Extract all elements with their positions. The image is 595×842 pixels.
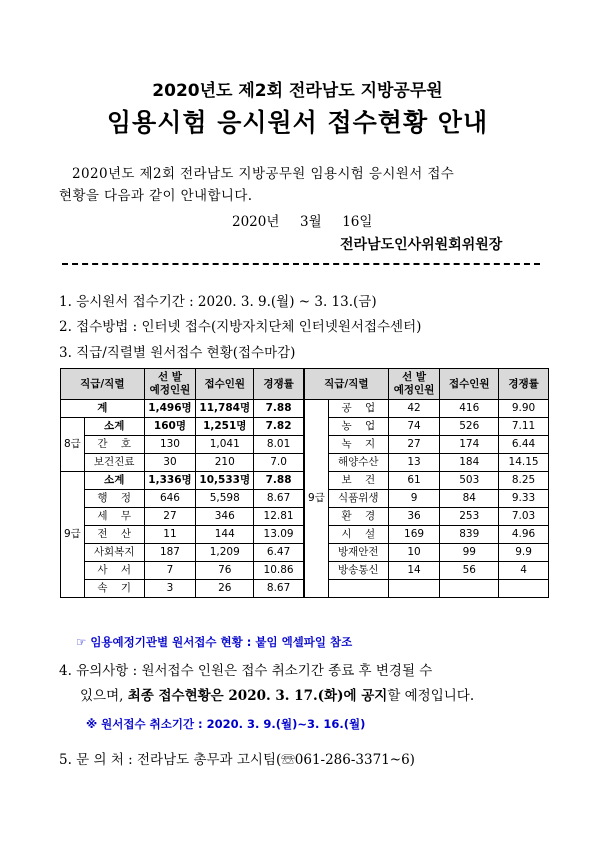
row-name: 식품위생 — [328, 490, 388, 508]
row-applicants: 526 — [440, 418, 499, 436]
row-applicants: 839 — [440, 526, 499, 544]
row-applicants: 84 — [440, 490, 499, 508]
item-caution-line-1: 4. 유의사항 : 원서접수 인원은 접수 취소기간 종료 후 변경될 수 — [59, 663, 433, 679]
table-row — [61, 508, 304, 526]
cancel-period-note: ※ 원서접수 취소기간 : 2020. 3. 9.(월)~3. 16.(월) — [86, 717, 366, 731]
signer: 전라남도인사위원회위원장 — [340, 237, 503, 253]
table-row — [305, 400, 549, 418]
row-name: 공 업 — [328, 400, 388, 418]
row-ratio: 8.01 — [254, 436, 304, 454]
item-caution-line-2 — [80, 684, 474, 704]
row-applicants: 1,209 — [196, 544, 254, 562]
row-applicants: 76 — [196, 562, 254, 580]
row-name: 해양수산 — [328, 454, 388, 472]
row-name: 전 산 — [84, 526, 144, 544]
table-row — [61, 418, 304, 436]
total-applicants: 11,784명 — [196, 400, 254, 418]
row-name: 방재안전 — [328, 544, 388, 562]
row-ratio: 8.67 — [254, 580, 304, 598]
item-contact: 5. 문 의 처 : 전라남도 총무과 고시팀(☏061-286-3371~6) — [59, 752, 415, 768]
row-ratio: 9.90 — [499, 400, 549, 418]
header-planned: 선 발 예정인원 — [144, 369, 196, 400]
grade9-label: 9급 — [61, 472, 85, 598]
row-planned: 13 — [388, 454, 440, 472]
row-ratio: 9.33 — [499, 490, 549, 508]
row-ratio: 8.25 — [499, 472, 549, 490]
row-ratio: 7.03 — [499, 508, 549, 526]
row-planned: 14 — [388, 562, 440, 580]
table-row — [61, 490, 304, 508]
section-divider — [62, 263, 540, 265]
table-row — [305, 544, 549, 562]
reference-note: ☞ 임용예정기관별 원서접수 현황 : 붙임 엑셀파일 참조 — [76, 635, 353, 649]
table-row — [61, 544, 304, 562]
grade9-label: 9급 — [305, 400, 329, 598]
row-applicants: 416 — [440, 400, 499, 418]
empty-cell — [499, 580, 549, 598]
title-line-1: 2020년도 제2회 전라남도 지방공무원 — [152, 81, 443, 101]
row-planned: 9 — [388, 490, 440, 508]
row-name: 보건진료 — [84, 454, 144, 472]
row-applicants: 10,533명 — [196, 472, 254, 490]
row-ratio: 8.67 — [254, 490, 304, 508]
title-line-2: 임용시험 응시원서 접수현황 안내 — [106, 108, 489, 137]
row-planned: 130 — [144, 436, 196, 454]
row-name: 환 경 — [328, 508, 388, 526]
row-ratio: 4.96 — [499, 526, 549, 544]
table-row — [61, 526, 304, 544]
row-planned: 42 — [388, 400, 440, 418]
row-applicants: 56 — [440, 562, 499, 580]
table-row-total — [61, 400, 304, 418]
row-ratio: 10.86 — [254, 562, 304, 580]
row-name: 세 무 — [84, 508, 144, 526]
item-status-heading: 3. 직급/직렬별 원서접수 현황(접수마감) — [59, 345, 296, 361]
row-planned: 1,336명 — [144, 472, 196, 490]
header-ratio: 경쟁률 — [254, 369, 304, 400]
row-applicants: 26 — [196, 580, 254, 598]
table-header-row — [305, 369, 549, 400]
row-ratio: 6.47 — [254, 544, 304, 562]
row-ratio: 14.15 — [499, 454, 549, 472]
row-name: 소계 — [84, 472, 144, 490]
table-row — [305, 562, 549, 580]
table-row — [61, 472, 304, 490]
table-row — [305, 526, 549, 544]
row-ratio: 7.88 — [254, 472, 304, 490]
row-ratio: 7.11 — [499, 418, 549, 436]
empty-cell — [328, 580, 388, 598]
header-planned: 선 발 예정인원 — [388, 369, 440, 400]
status-table-left — [60, 368, 304, 598]
table-header-row — [61, 369, 304, 400]
total-label: 계 — [61, 400, 145, 418]
row-applicants: 346 — [196, 508, 254, 526]
header-ratio: 경쟁률 — [499, 369, 549, 400]
row-applicants: 144 — [196, 526, 254, 544]
row-applicants: 503 — [440, 472, 499, 490]
row-planned: 74 — [388, 418, 440, 436]
table-row — [61, 580, 304, 598]
table-row — [305, 418, 549, 436]
row-name: 보 건 — [328, 472, 388, 490]
table-row — [305, 436, 549, 454]
row-planned: 61 — [388, 472, 440, 490]
row-planned: 187 — [144, 544, 196, 562]
row-name: 방송통신 — [328, 562, 388, 580]
row-planned: 27 — [388, 436, 440, 454]
row-ratio: 6.44 — [499, 436, 549, 454]
row-applicants: 253 — [440, 508, 499, 526]
row-name: 간 호 — [84, 436, 144, 454]
row-applicants: 1,041 — [196, 436, 254, 454]
row-planned: 3 — [144, 580, 196, 598]
row-ratio: 12.81 — [254, 508, 304, 526]
item-application-method: 2. 접수방법 : 인터넷 접수(지방자치단체 인터넷원서접수센터) — [59, 319, 422, 335]
row-name: 소계 — [84, 418, 144, 436]
status-table-right — [304, 368, 549, 598]
header-applicants: 접수인원 — [196, 369, 254, 400]
table-row — [61, 562, 304, 580]
row-ratio: 7.82 — [254, 418, 304, 436]
row-planned: 7 — [144, 562, 196, 580]
header-grade: 직급/직렬 — [305, 369, 389, 400]
notice-date: 2020년 3월 16일 — [232, 214, 373, 230]
table-row — [305, 472, 549, 490]
caution-text-bold: 최종 접수현황은 2020. 3. 17.(화)에 공지 — [127, 688, 388, 704]
row-planned: 36 — [388, 508, 440, 526]
row-planned: 27 — [144, 508, 196, 526]
header-grade: 직급/직렬 — [61, 369, 145, 400]
row-applicants: 210 — [196, 454, 254, 472]
row-applicants: 5,598 — [196, 490, 254, 508]
total-ratio: 7.88 — [254, 400, 304, 418]
row-ratio: 9.9 — [499, 544, 549, 562]
header-applicants: 접수인원 — [440, 369, 499, 400]
row-name: 시 설 — [328, 526, 388, 544]
caution-text-a: 있으며, — [80, 688, 128, 704]
table-row — [61, 436, 304, 454]
row-planned: 30 — [144, 454, 196, 472]
table-row — [305, 490, 549, 508]
row-name: 사 서 — [84, 562, 144, 580]
table-row-empty — [305, 580, 549, 598]
row-name: 사회복지 — [84, 544, 144, 562]
row-name: 농 업 — [328, 418, 388, 436]
table-row — [61, 454, 304, 472]
empty-cell — [440, 580, 499, 598]
table-row — [305, 454, 549, 472]
row-planned: 11 — [144, 526, 196, 544]
row-planned: 646 — [144, 490, 196, 508]
caution-text-b: 할 예정입니다. — [387, 688, 475, 704]
empty-cell — [388, 580, 440, 598]
grade8-label: 8급 — [61, 418, 85, 472]
row-applicants: 99 — [440, 544, 499, 562]
intro-line-2: 현황을 다음과 같이 안내합니다. — [59, 188, 253, 204]
row-ratio: 4 — [499, 562, 549, 580]
row-ratio: 13.09 — [254, 526, 304, 544]
total-planned: 1,496명 — [144, 400, 196, 418]
row-planned: 169 — [388, 526, 440, 544]
row-ratio: 7.0 — [254, 454, 304, 472]
row-name: 행 정 — [84, 490, 144, 508]
row-name: 녹 지 — [328, 436, 388, 454]
row-name: 속 기 — [84, 580, 144, 598]
table-row — [305, 508, 549, 526]
row-applicants: 184 — [440, 454, 499, 472]
row-applicants: 174 — [440, 436, 499, 454]
row-planned: 10 — [388, 544, 440, 562]
row-applicants: 1,251명 — [196, 418, 254, 436]
row-planned: 160명 — [144, 418, 196, 436]
item-application-period: 1. 응시원서 접수기간 : 2020. 3. 9.(월) ~ 3. 13.(금) — [59, 294, 377, 310]
intro-line-1: 2020년도 제2회 전라남도 지방공무원 임용시험 응시원서 접수 — [72, 166, 455, 182]
